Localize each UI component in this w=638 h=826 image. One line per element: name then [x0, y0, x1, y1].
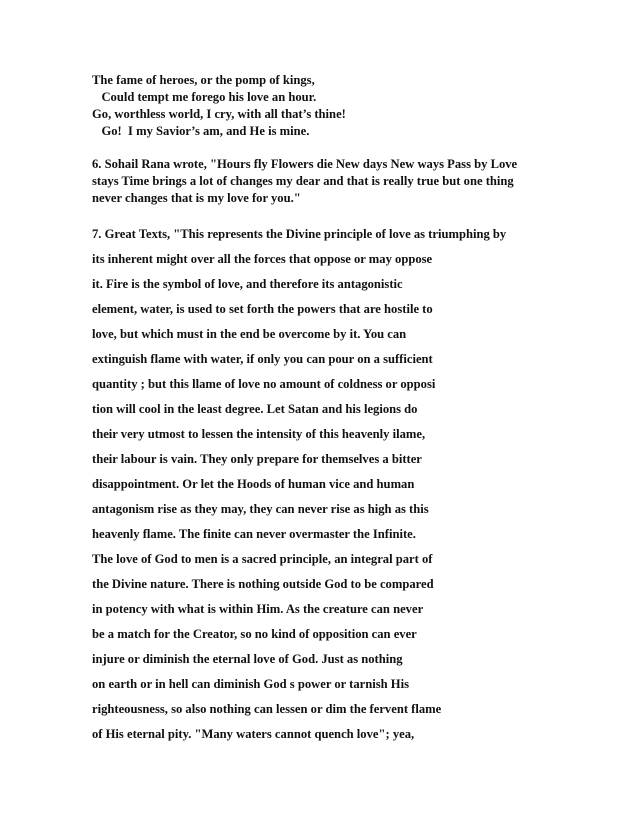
quote-great-texts-line: the Divine nature. There is nothing outside God to be compared	[92, 577, 434, 591]
quote-sohail-line: stays Time brings a lot of changes my dear and that is really true but one thing	[92, 174, 514, 188]
quote-great-texts-line: be a match for the Creator, so no kind of opposition can ever	[92, 627, 417, 641]
quote-great-texts-line: antagonism rise as they may, they can never rise as high as this	[92, 502, 429, 516]
quote-great-texts-line: righteousness, so also nothing can lessen or dim the fervent flame	[92, 702, 442, 716]
quote-great-texts-line: injure or diminish the eternal love of God. Just as nothing	[92, 652, 403, 666]
quote-great-texts-line: it. Fire is the symbol of love, and therefore its antagonistic	[92, 277, 403, 291]
quote-great-texts-line: heavenly flame. The finite can never overmaster the Infinite.	[92, 527, 416, 541]
poem-line: Go! I my Savior’s am, and He is mine.	[92, 124, 310, 138]
quote-great-texts-line: tion will cool in the least degree. Let Satan and his legions do	[92, 402, 418, 416]
poem-line: The fame of heroes, or the pomp of kings,	[92, 73, 315, 87]
quote-sohail-line: never changes that is my love for you."	[92, 191, 301, 205]
quote-great-texts-line: in potency with what is within Him. As the creature can never	[92, 602, 424, 616]
poem-line: Go, worthless world, I cry, with all that’s thine!	[92, 107, 346, 121]
poem-line: Could tempt me forego his love an hour.	[92, 90, 317, 104]
quote-great-texts-line: The love of God to men is a sacred principle, an integral part of	[92, 552, 433, 566]
quote-great-texts-line: disappointment. Or let the Hoods of human vice and human	[92, 477, 415, 491]
quote-great-texts-line: its inherent might over all the forces that oppose or may oppose	[92, 252, 433, 266]
quote-sohail-line: 6. Sohail Rana wrote, "Hours fly Flowers die New days New ways Pass by Love	[92, 157, 518, 171]
quote-great-texts-line: 7. Great Texts, "This represents the Divine principle of love as triumphing by	[92, 227, 507, 241]
quote-great-texts-line: element, water, is used to set forth the powers that are hostile to	[92, 302, 433, 316]
quote-great-texts-line: love, but which must in the end be overcome by it. You can	[92, 327, 407, 341]
quote-great-texts-line: of His eternal pity. "Many waters cannot quench love"; yea,	[92, 727, 415, 741]
quote-great-texts-line: quantity ; but this llame of love no amount of coldness or opposi	[92, 377, 436, 391]
quote-great-texts-line: their labour is vain. They only prepare for themselves a bitter	[92, 452, 422, 466]
quote-great-texts-line: on earth or in hell can diminish God s power or tarnish His	[92, 677, 409, 691]
quote-great-texts-line: their very utmost to lessen the intensity of this heavenly ilame,	[92, 427, 426, 441]
quote-great-texts-line: extinguish flame with water, if only you can pour on a sufficient	[92, 352, 433, 366]
